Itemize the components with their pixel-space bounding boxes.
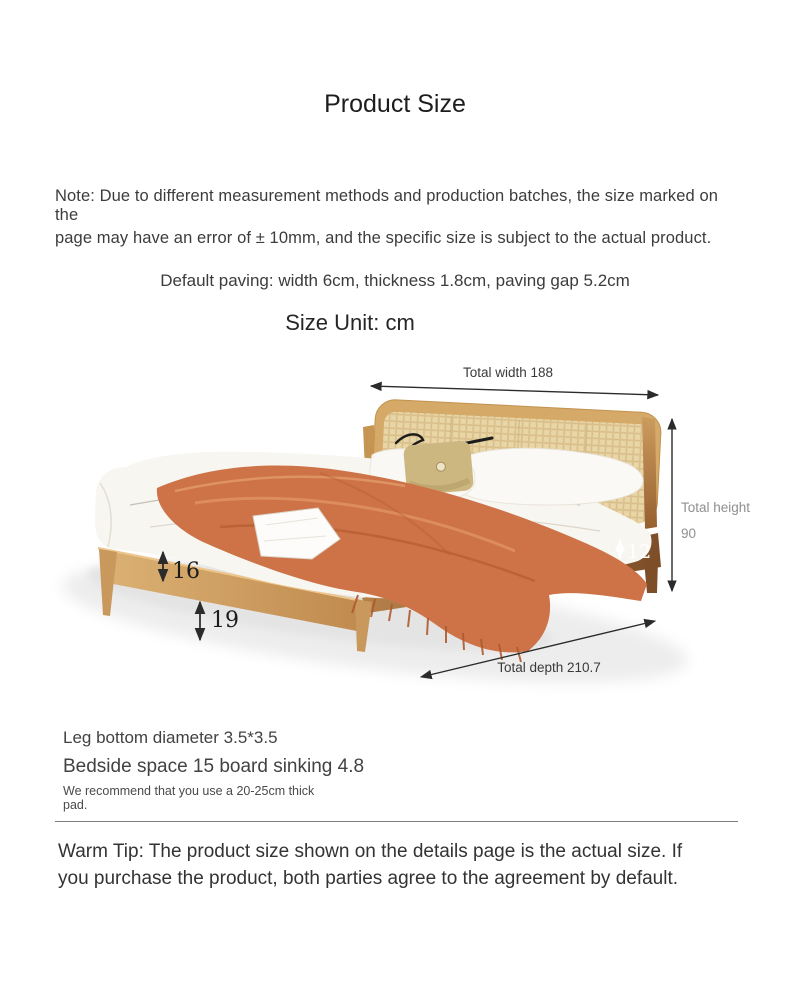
- measurement-note-line2: page may have an error of ± 10mm, and the specific size is subject to the actual product.: [55, 229, 712, 247]
- section-divider: [55, 821, 738, 822]
- dimension-total-height: [672, 419, 750, 591]
- dimension-total-width: [371, 365, 658, 395]
- leg-height-value: 19: [211, 608, 239, 633]
- warm-tip: [58, 839, 758, 892]
- page-title: Product Size: [324, 90, 466, 118]
- cushion-button: [436, 462, 446, 472]
- spec-bedside-space: Bedside space 15 board sinking 4.8: [63, 756, 365, 777]
- total-height-label: Total height: [681, 500, 751, 515]
- spec-leg-diameter: Leg bottom diameter 3.5*3.5: [63, 728, 278, 747]
- bed-dimension-diagram: [0, 355, 790, 715]
- total-height-value: 90: [681, 526, 697, 541]
- headboard-gap-value: 12: [627, 541, 652, 563]
- pad-recommendation-line1: We recommend that you use a 20-25cm thick: [63, 784, 315, 798]
- default-paving-note: Default paving: width 6cm, thickness 1.8cm, paving gap 5.2cm: [160, 271, 630, 290]
- size-unit-label: Size Unit: cm: [285, 310, 415, 335]
- rear-right-leg: [644, 559, 658, 593]
- pad-recommendation-line2: pad.: [63, 797, 88, 812]
- pad-recommendation: [63, 785, 314, 812]
- warm-tip-line1: Warm Tip: The product size shown on the details page is the actual size. If: [58, 841, 683, 862]
- total-width-label: Total width 188: [462, 365, 554, 380]
- measurement-note-line1: Note: Due to different measurement methods and production batches, the size marked on the: [55, 187, 719, 224]
- total-depth-label: Total depth 210.7: [497, 660, 601, 675]
- warm-tip-line2: you purchase the product, both parties agree to the agreement by default.: [58, 867, 679, 889]
- frame-height-value: 16: [172, 559, 200, 584]
